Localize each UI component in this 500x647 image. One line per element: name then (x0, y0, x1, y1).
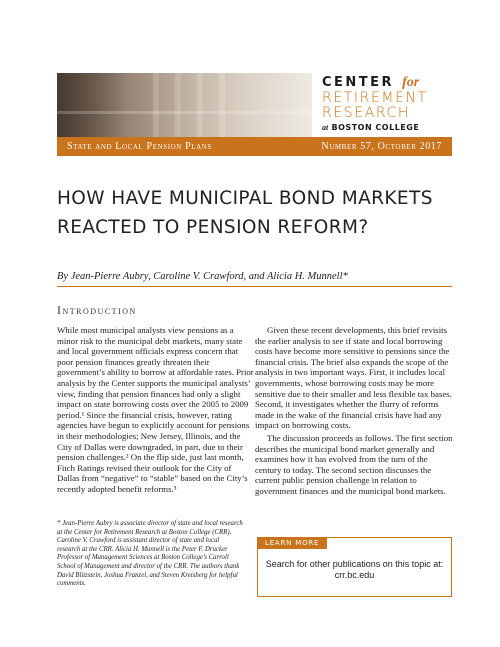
logo-retirement: RETIREMENT (322, 90, 428, 106)
crr-logo[interactable] (312, 73, 452, 137)
logo-center: CENTER (322, 75, 395, 90)
series-name: State and Local Pension Plans (67, 141, 212, 152)
header-rule (57, 286, 452, 287)
logo-boston-college: BOSTON COLLEGE (331, 123, 420, 132)
authors-line: By Jean-Pierre Aubry, Caroline V. Crawford, and Alicia H. Munnell* (57, 271, 348, 282)
learn-more-link[interactable]: crr.bc.edu (334, 570, 375, 580)
issue-number: Number 57, October 2017 (321, 141, 442, 152)
logo-research: RESEARCH (322, 105, 411, 121)
section-heading-introduction: Introduction (57, 303, 137, 317)
body-column-left (57, 325, 255, 495)
header-photo (57, 73, 312, 137)
author-footnote: * Jean-Pierre Aubry is associate director of state and local research at the Center for Retirement Research at Boston College (CRR). Caroline V. Crawford is assistant director of state and local research at the CRR. Alicia H. Munnell is the Peter F. Drucker Professor of Management Sciences at Boston College’s Carroll School of Management and director of the CRR. The authors thank David Blitzstein, Joshua Franzel, and Steven Kreisberg for helpful comments. (57, 520, 243, 588)
logo-at: at (322, 123, 329, 132)
learn-more-tab: LEARN MORE (257, 537, 327, 549)
logo-for: for (402, 75, 420, 90)
brief-title: HOW HAVE MUNICIPAL BOND MARKETS REACTED TO PENSION REFORM? (57, 188, 433, 238)
learn-more-text: Search for other publications on this topic at: (265, 559, 444, 569)
paragraph: The discussion proceeds as follows. The first section describes the municipal bond market generally and examines how it has evolved from the turn of the century to today. The second section discusses the current public pension challenge in relation to government finances and the municipal bond markets. (255, 432, 453, 496)
paragraph: While most municipal analysts view pensions as a minor risk to the municipal debt markets, many state and local government officials express concern that poor pension finances greatly threaten their government’s ability to borrow at affordable rates. Prior analysis by the Center supports the municipal analysts’ view, finding that pension finances had only a slight impact on state borrowing costs over the 2005 to 2009 period.¹ Since the financial crisis, however, rating agencies have begun to explicitly account for pensions in their methodologies; New Jersey, Illinois, and the City of Dallas were downgraded, in part, due to their pension challenges.² On the flip side, just last month, Fitch Ratings revised their outlook for the City of Dallas from “negative” to “stable” based on the City’s recently adopted benefit reforms.³ (57, 325, 254, 494)
learn-more-box (257, 537, 452, 597)
series-banner (57, 137, 452, 156)
body-column-right (255, 325, 453, 497)
paragraph: Given these recent developments, this brief revisits the earlier analysis to see if state and local borrowing costs have become more sensitive to pensions since the financial crisis. The brief also expands the scope of the analysis in two important ways. First, it includes local governments, whose borrowing costs may be more sensitive due to their smaller and less flexible tax bases. Second, it investigates whether the flurry of reforms made in the wake of the financial crisis have had any impact on borrowing costs. (255, 325, 452, 431)
